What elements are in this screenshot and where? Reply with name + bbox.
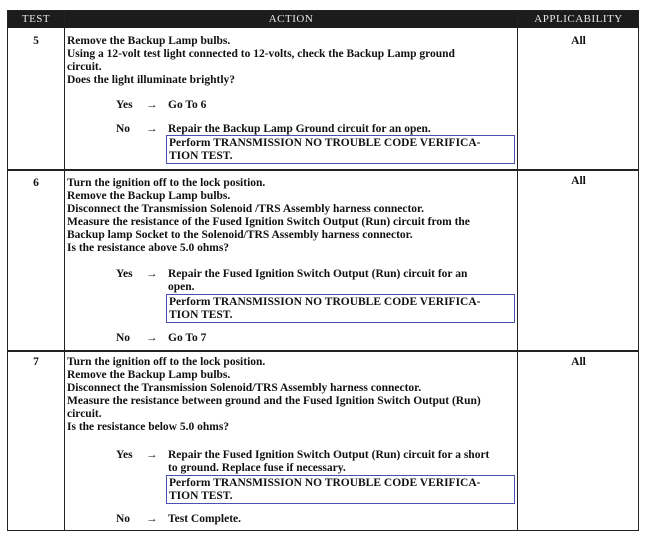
yes-label: Yes	[116, 268, 133, 280]
yes-label: Yes	[116, 449, 133, 461]
action-text	[67, 177, 517, 254]
action-line: Is the resistance above 5.0 ohms?	[67, 241, 230, 254]
action-line: Remove the Backup Lamp bulbs.	[67, 368, 231, 381]
arrow-icon: →	[146, 332, 158, 344]
action-text	[67, 356, 517, 433]
verification-test-box	[166, 294, 515, 323]
yes-result	[168, 449, 517, 475]
action-line: Turn the ignition off to the lock position.	[67, 177, 266, 189]
action-line: circuit.	[67, 407, 102, 420]
box-line: TION TEST.	[169, 149, 233, 162]
arrow-icon: →	[146, 99, 158, 111]
no-result: Repair the Backup Lamp Ground circuit for an open.	[168, 123, 431, 135]
action-line: Disconnect the Transmission Solenoid/TRS Assembly harness connector.	[67, 381, 422, 394]
result-line: Repair the Fused Ignition Switch Output (Run) circuit for an	[168, 268, 468, 280]
applicability-value: All	[571, 356, 586, 368]
header-action: ACTION	[268, 13, 314, 25]
box-line: Perform TRANSMISSION NO TROUBLE CODE VERIFICA-	[169, 477, 481, 489]
row-divider	[8, 169, 638, 171]
box-line: Perform TRANSMISSION NO TROUBLE CODE VERIFICA-	[169, 296, 481, 308]
box-line: TION TEST.	[169, 308, 233, 321]
box-line: Perform TRANSMISSION NO TROUBLE CODE VERIFICA-	[169, 137, 481, 149]
action-line: Disconnect the Transmission Solenoid /TRS Assembly harness connector.	[67, 202, 424, 215]
arrow-icon: →	[146, 449, 158, 461]
column-divider	[517, 11, 518, 530]
no-label: No	[116, 123, 131, 135]
no-result: Test Complete.	[168, 513, 242, 525]
action-line: Measure the resistance of the Fused Ignition Switch Output (Run) circuit from the	[67, 215, 470, 228]
action-line: Is the resistance below 5.0 ohms?	[67, 420, 230, 433]
yes-label: Yes	[116, 99, 133, 111]
verification-test-box	[166, 135, 515, 164]
test-number: 7	[33, 356, 39, 368]
header-test: TEST	[21, 13, 51, 25]
action-line: Remove the Backup Lamp bulbs.	[67, 35, 231, 47]
result-line: open.	[168, 280, 195, 293]
box-line: TION TEST.	[169, 489, 233, 502]
column-divider	[64, 11, 65, 530]
applicability-value: All	[571, 35, 586, 47]
applicability-value: All	[571, 175, 586, 187]
no-label: No	[116, 513, 131, 525]
action-line: Does the light illuminate brightly?	[67, 73, 236, 86]
no-label: No	[116, 332, 131, 344]
arrow-icon: →	[146, 268, 158, 280]
action-line: Backup lamp Socket to the Solenoid/TRS Assembly harness connector.	[67, 228, 413, 241]
result-line: Repair the Fused Ignition Switch Output (Run) circuit for a short	[168, 449, 490, 461]
action-line: circuit.	[67, 60, 102, 73]
action-line: Using a 12-volt test light connected to 12-volts, check the Backup Lamp ground	[67, 47, 455, 60]
yes-result	[168, 268, 517, 294]
diagnostic-test-table	[7, 10, 639, 531]
action-line: Measure the resistance between ground and the Fused Ignition Switch Output (Run)	[67, 394, 481, 407]
test-number: 5	[33, 35, 39, 47]
action-text	[67, 35, 517, 87]
verification-test-box	[166, 475, 515, 504]
test-number: 6	[33, 177, 39, 189]
arrow-icon: →	[146, 513, 158, 525]
action-line: Remove the Backup Lamp bulbs.	[67, 189, 231, 202]
result-line: to ground. Replace fuse if necessary.	[168, 461, 346, 474]
action-line: Turn the ignition off to the lock position.	[67, 356, 266, 368]
row-divider	[8, 350, 638, 352]
table-header	[8, 11, 638, 28]
no-result: Go To 7	[168, 332, 207, 344]
arrow-icon: →	[146, 123, 158, 135]
header-applicability: APPLICABILITY	[534, 13, 623, 25]
yes-result: Go To 6	[168, 99, 207, 111]
